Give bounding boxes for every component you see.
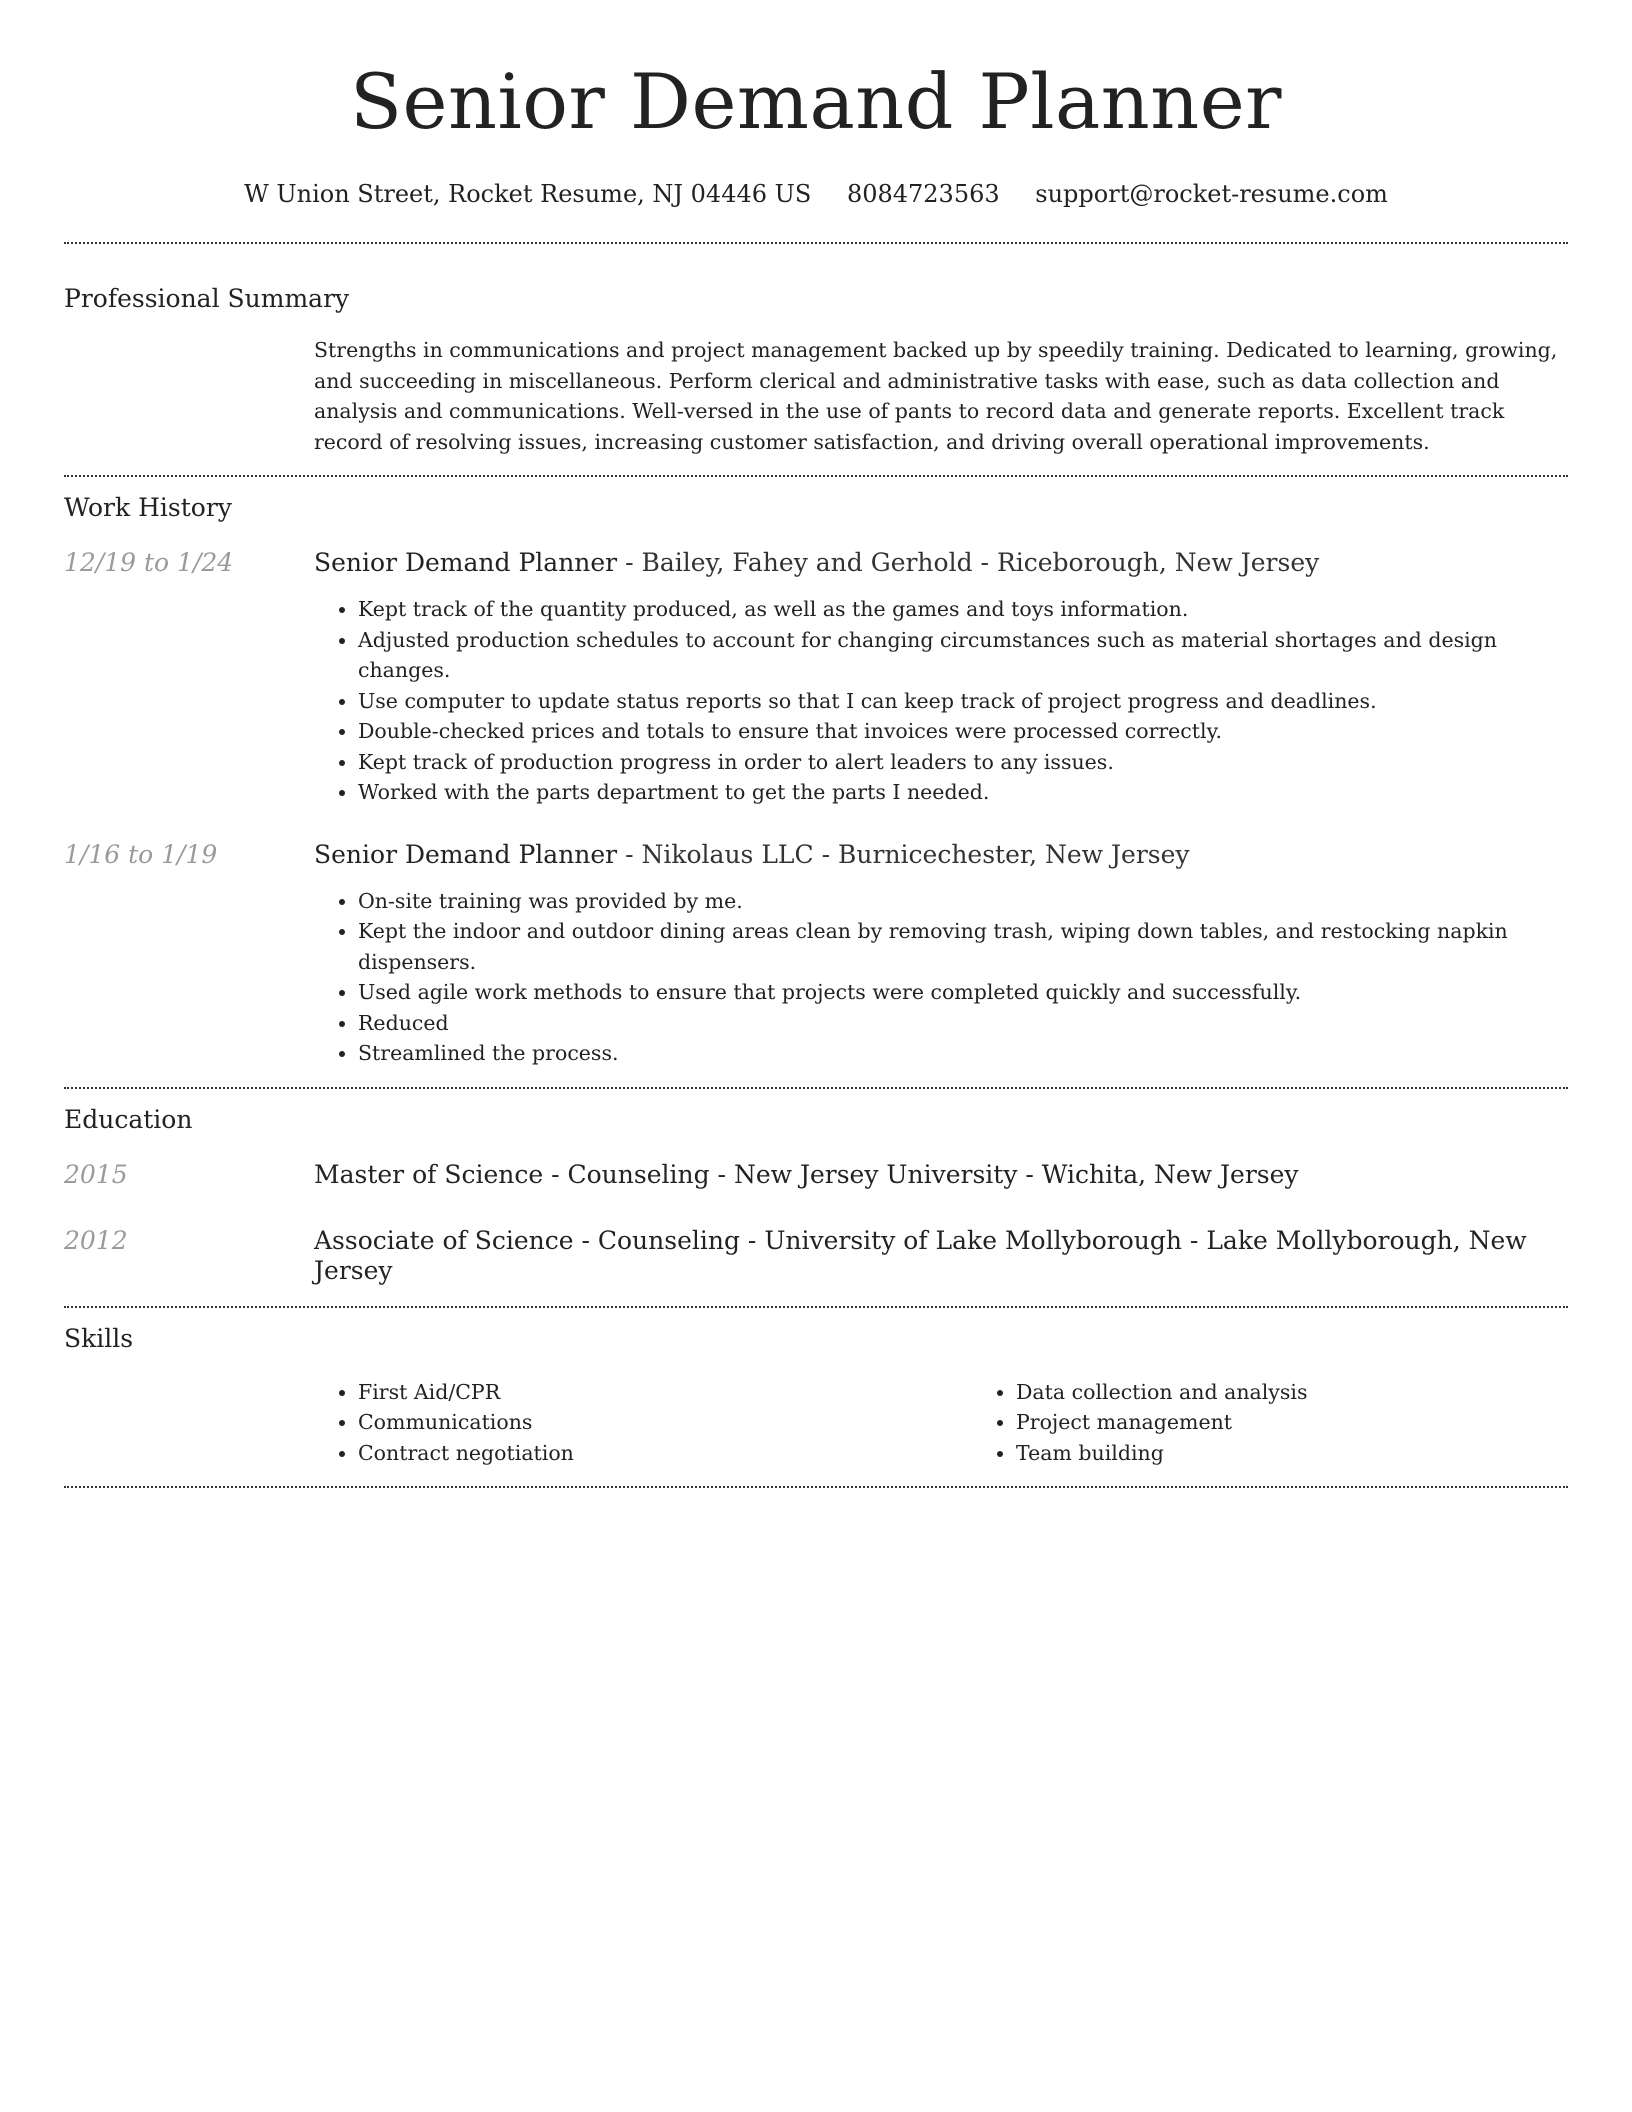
job-role: Senior Demand Planner (314, 839, 618, 869)
skills-column (314, 1377, 972, 1469)
job-separator: - (617, 548, 642, 577)
job-left-spacer (64, 594, 314, 808)
education-year: 2015 (64, 1159, 128, 1189)
skills-column (972, 1377, 1630, 1469)
job-location: Riceborough, New Jersey (996, 548, 1320, 577)
education-separator: - (709, 1159, 734, 1189)
section-title-summary: Professional Summary (64, 284, 350, 313)
list-item: • Worked with the parts department to get the parts I needed. (358, 777, 1568, 808)
skill-item: • Project management (1016, 1407, 1630, 1438)
contact-line (64, 182, 1568, 206)
job-company: Nikolaus LLC (641, 839, 814, 869)
education-title (314, 1160, 1568, 1190)
contact-email: support@rocket-resume.com (1035, 180, 1388, 208)
job-separator: - (617, 839, 642, 869)
list-item: • Double-checked prices and totals to ensure that invoices were processed correctly. (358, 716, 1568, 747)
education-entry (64, 1160, 1568, 1190)
education-separator: - (739, 1225, 765, 1255)
skill-item: • Data collection and analysis (1016, 1377, 1630, 1408)
divider (64, 475, 1568, 477)
list-item: • Use computer to update status reports so that I can keep track of project progress and deadlines. (358, 686, 1568, 717)
section-title-work: Work History (64, 493, 232, 522)
job-title (314, 840, 1568, 870)
job-separator: - (972, 548, 997, 577)
job-title (314, 548, 1568, 578)
contact-phone: 8084723563 (846, 180, 1000, 208)
section-title-skills: Skills (64, 1323, 134, 1353)
job-bullets (314, 594, 1568, 808)
job-dates: 12/19 to 1/24 (64, 548, 234, 577)
section-title-education: Education (64, 1104, 193, 1134)
resume-name: Senior Demand Planner (349, 57, 1283, 146)
divider (64, 1087, 1568, 1089)
skill-item: • Contract negotiation (358, 1438, 972, 1469)
divider (64, 242, 1568, 244)
job-entry (64, 548, 1568, 808)
job-role: Senior Demand Planner (314, 548, 618, 577)
job-left-spacer (64, 886, 314, 1069)
skill-item: • Team building (1016, 1438, 1630, 1469)
education-year: 2012 (64, 1225, 128, 1255)
divider (64, 1306, 1568, 1308)
list-item: • Adjusted production schedules to account for changing circumstances such as material shortages and design changes. (358, 625, 1568, 686)
job-company: Bailey, Fahey and Gerhold (641, 548, 973, 577)
job-entry (64, 840, 1568, 1069)
education-degree: Master of Science - Counseling (314, 1159, 710, 1189)
education-entry (64, 1226, 1568, 1286)
education-location: Wichita, New Jersey (1041, 1159, 1299, 1189)
education-school: University of Lake Mollyborough (764, 1225, 1182, 1255)
list-item: • Streamlined the process. (358, 1038, 1568, 1069)
education-school: New Jersey University (733, 1159, 1018, 1189)
job-bullets (314, 886, 1568, 1069)
education-title (314, 1226, 1568, 1286)
skills-grid (314, 1377, 1630, 1469)
list-item: • On-site training was provided by me. (358, 886, 1568, 917)
job-location: Burnicechester, New Jersey (838, 839, 1190, 869)
skill-item: • Communications (358, 1407, 972, 1438)
education-separator: - (1017, 1159, 1042, 1189)
education-degree: Associate of Science - Counseling (314, 1225, 740, 1255)
list-item: • Kept the indoor and outdoor dining areas clean by removing trash, wiping down tables, and restocking napkin dispensers. (358, 916, 1568, 977)
education-separator: - (1181, 1225, 1207, 1255)
list-item: • Reduced (358, 1008, 1568, 1039)
job-dates: 1/16 to 1/19 (64, 839, 218, 869)
divider (64, 1486, 1568, 1488)
list-item: • Kept track of the quantity produced, as well as the games and toys information. (358, 594, 1568, 625)
skill-item: • First Aid/CPR (358, 1377, 972, 1408)
contact-address: W Union Street, Rocket Resume, NJ 04446 US (244, 180, 812, 208)
list-item: • Used agile work methods to ensure that projects were completed quickly and successfully. (358, 977, 1568, 1008)
education-location: Lake Mollyborough, New Jersey (314, 1225, 1527, 1285)
job-separator: - (813, 839, 839, 869)
summary-left-spacer (64, 335, 314, 457)
list-item: • Kept track of production progress in order to alert leaders to any issues. (358, 747, 1568, 778)
skills-left-spacer (64, 1377, 314, 1469)
summary-text: Strengths in communications and project management backed up by speedily training. Dedicated to learning, growing, and succeeding in miscellaneous. Perform clerical and administrative tasks with ease, such as data collection and analysis and communications. Well-versed in the use of pants to record data and generate reports. Excellent track record of resolving issues, increasing customer satisfaction, and driving overall operational improvements. (314, 338, 1558, 454)
